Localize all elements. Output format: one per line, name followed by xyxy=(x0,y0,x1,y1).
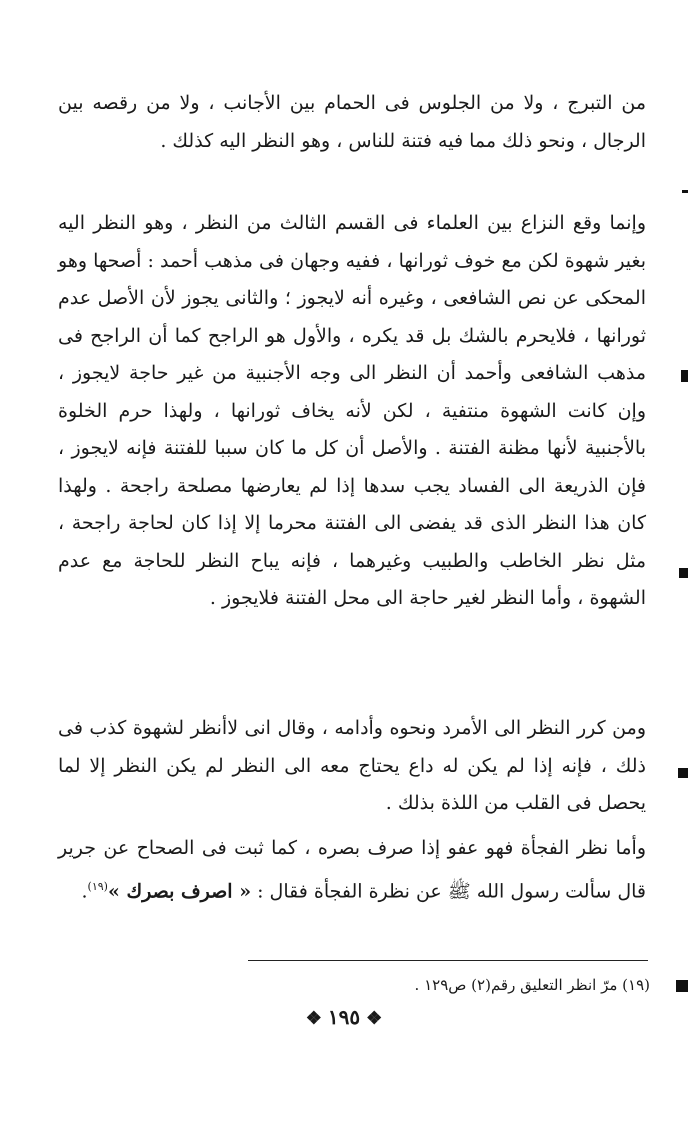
paragraph-3 xyxy=(58,710,646,823)
paragraph-3-text: ومن كرر النظر الى الأمرد ونحوه وأدامه ، وقال انى لاأنظر لشهوة كذب فى ذلك ، فإنه إذا لم يكن له داع يحتاج معه الى النظر لم يكن النظر إلا لما يحصل فى القلب من اللذة بذلك . xyxy=(58,717,646,814)
paragraph-4-end: . xyxy=(81,879,88,902)
paragraph-2 xyxy=(58,205,646,618)
paragraph-4-body: وأما نظر الفجأة فهو عفو إذا صرف بصره ، كما ثبت فى الصحاح عن جرير قال سألت رسول الله ﷺ عن نظرة الفجأة فقال : xyxy=(58,837,646,902)
left-ornament-icon: ❖ xyxy=(305,1008,322,1029)
scan-edge-mark xyxy=(678,768,688,778)
scan-edge-mark xyxy=(682,190,688,193)
scan-edge-mark xyxy=(679,568,688,578)
footnote-divider xyxy=(248,960,648,961)
right-ornament-icon: ❖ xyxy=(366,1008,383,1029)
paragraph-2-text: وإنما وقع النزاع بين العلماء فى القسم الثالث من النظر ، وهو النظر اليه بغير شهوة لكن مع خوف ثورانها ، ففيه وجهان فى مذهب أحمد : أصحها وهو المحكى عن نص الشافعى ، وغيره أنه لايجوز ؛ والثانى يجوز لأن الأصل عدم ثورانها ، فلايحرم بالشك بل قد يكره ، والأول هو الراجح كما أن الراجح فى مذهب الشافعى وأحمد أن النظر الى وجه الأجنبية من غير حاجة لايجوز ، وإن كانت الشهوة منتفية ، لكن لأنه يخاف ثورانها ، ولهذا حرم الخلوة بالأجنبية لأنها مظنة الفتنة . والأصل أن كل ما كان سببا للفتنة فإنه لايجوز ، فإن الذريعة الى الفساد يجب سدها إذا لم يعارضها مصلحة راجحة . ولهذا كان هذا النظر الذى قد يفضى الى الفتنة محرما إلا إذا كان لحاجة راجحة ، مثل نظر الخاطب والطبيب وغيرهما ، فإنه يباح النظر للحاجة مع عدم الشهوة ، وأما النظر لغير حاجة الى محل الفتنة فلايجوز . xyxy=(58,212,646,609)
paragraph-1-text: من التبرج ، ولا من الجلوس فى الحمام بين الأجانب ، ولا من رقصه بين الرجال ، ونحو ذلك مما فيه فتنة للناس ، وهو النظر اليه كذلك . xyxy=(58,92,646,152)
hadith-quote: « اصرف بصرك » xyxy=(107,879,252,902)
page-number-area xyxy=(0,1005,688,1029)
scan-edge-mark xyxy=(676,980,688,992)
paragraph-4 xyxy=(58,830,646,910)
footnote-ref: (١٩) xyxy=(87,879,108,893)
scan-edge-mark xyxy=(681,370,688,382)
paragraph-1 xyxy=(58,85,646,160)
paragraph-4-text xyxy=(58,830,646,910)
footnote: (١٩) مرّ انظر التعليق رقم(٢) ص١٢٩ . xyxy=(414,976,650,994)
page-number: ١٩٥ xyxy=(327,1005,361,1029)
